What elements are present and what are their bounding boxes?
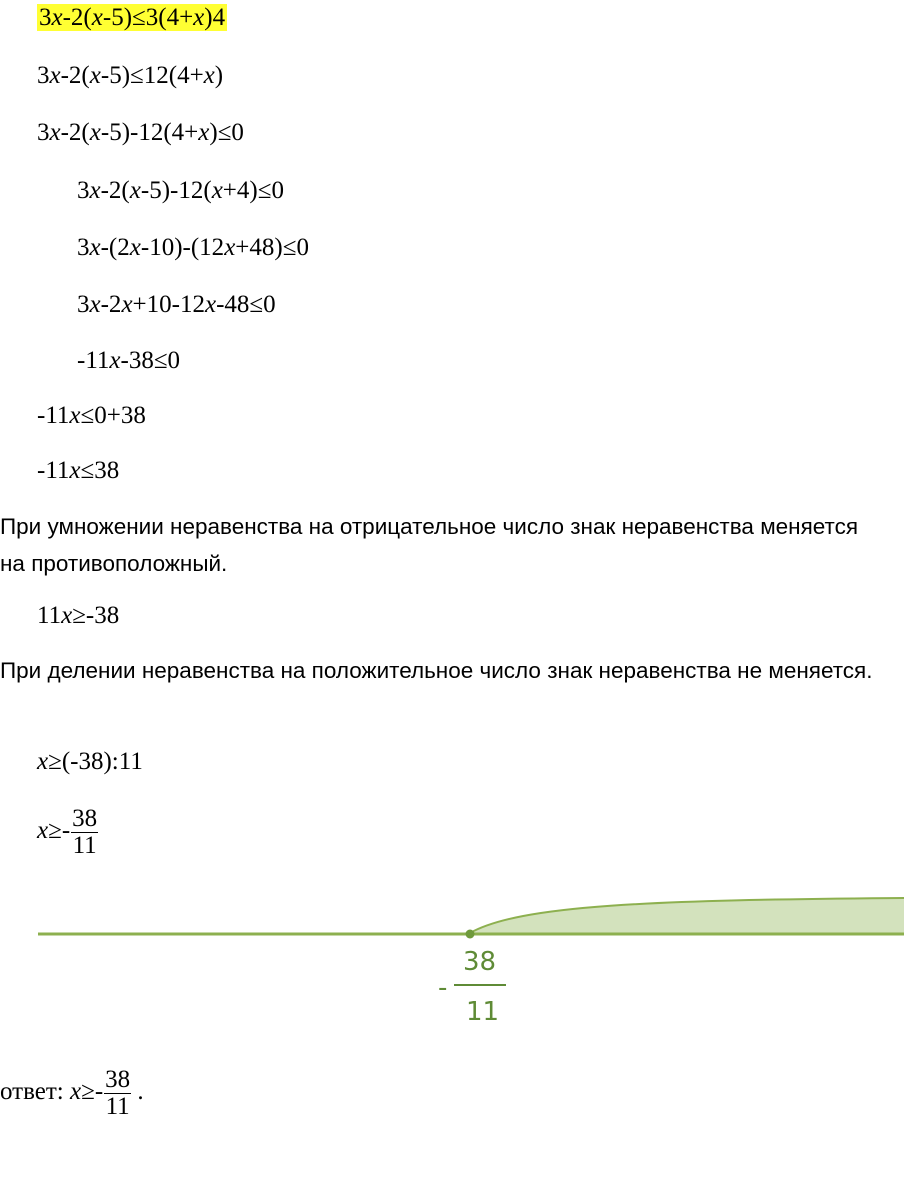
step-2: [37, 61, 223, 91]
term: -2: [100, 291, 122, 318]
term: +48)≤0: [235, 234, 309, 261]
term: -11: [37, 402, 70, 429]
answer-fraction: [104, 1067, 131, 1120]
variable: x: [37, 817, 49, 845]
step-4: [77, 176, 284, 206]
variable: x: [211, 177, 223, 204]
term: -11: [77, 347, 110, 374]
step-3: [37, 118, 244, 148]
variable: x: [129, 177, 141, 204]
term: -(2: [100, 234, 130, 261]
term: 3: [77, 177, 90, 204]
variable: x: [198, 119, 210, 146]
term: ≥(-38):11: [48, 748, 143, 775]
step-9: [37, 456, 119, 486]
term: 3: [37, 62, 50, 89]
variable: x: [49, 119, 61, 146]
step-7: [77, 346, 180, 376]
term: -2(: [60, 62, 90, 89]
answer: [0, 1067, 144, 1120]
fraction-denominator: 11: [105, 1093, 130, 1120]
fraction: [71, 806, 98, 859]
term: ): [214, 62, 224, 89]
variable: x: [89, 119, 101, 146]
term: -5)≤12(4+: [100, 62, 204, 89]
term: 3: [37, 119, 50, 146]
step-8: [37, 401, 146, 431]
term: -2(: [62, 4, 92, 31]
term: )4: [204, 4, 226, 31]
note-multiply: При умножении неравенства на отрицательное число знак неравенства меняется на противоположный.: [0, 514, 859, 576]
boundary-denominator: 11: [466, 997, 500, 1027]
term: -5)-12(: [140, 177, 212, 204]
term: ≤0+38: [80, 402, 146, 429]
term: -5)≤3(4+: [102, 4, 194, 31]
term: ≥-: [81, 1078, 104, 1106]
variable: x: [193, 4, 205, 31]
variable: x: [51, 4, 63, 31]
variable: x: [224, 234, 236, 261]
term: .: [131, 1078, 144, 1106]
variable: x: [129, 234, 141, 261]
note-divide: При делении неравенства на положительное число знак неравенства не меняется.: [0, 658, 873, 683]
variable: x: [89, 62, 101, 89]
variable: x: [203, 62, 215, 89]
variable: x: [89, 177, 101, 204]
variable: x: [69, 1078, 82, 1106]
answer-label: ответ:: [0, 1078, 70, 1106]
term: 3: [39, 4, 52, 31]
term: +4)≤0: [222, 177, 284, 204]
term: +10-12: [132, 291, 205, 318]
term: ≥-38: [72, 602, 120, 629]
term: ≥-: [48, 817, 71, 845]
highlighted-expression: [37, 4, 227, 31]
step-11: [37, 747, 143, 777]
step-12: [37, 806, 98, 859]
variable: x: [69, 457, 81, 484]
term: -38≤0: [120, 347, 181, 374]
boundary-sign: -: [438, 973, 448, 1003]
term: -2(: [100, 177, 130, 204]
variable: x: [37, 748, 49, 775]
fraction-denominator: 11: [72, 832, 97, 859]
step-6: [77, 290, 276, 320]
variable: x: [121, 291, 133, 318]
number-line: [0, 880, 904, 1030]
boundary-point: [466, 930, 475, 939]
variable: x: [69, 402, 81, 429]
variable: x: [89, 291, 101, 318]
term: 11: [37, 602, 62, 629]
term: 3: [77, 291, 90, 318]
term: ≤38: [80, 457, 120, 484]
variable: x: [109, 347, 121, 374]
term: -48≤0: [216, 291, 276, 318]
fraction-numerator: 38: [72, 805, 98, 832]
variable: x: [91, 4, 103, 31]
term: -5)-12(4+: [100, 119, 199, 146]
term: -10)-(12: [140, 234, 225, 261]
term: -11: [37, 457, 70, 484]
boundary-numerator: 38: [463, 947, 497, 977]
term: 3: [77, 234, 90, 261]
variable: x: [49, 62, 61, 89]
variable: x: [61, 602, 73, 629]
solution-region: [470, 898, 904, 933]
step-5: [77, 233, 309, 263]
term: )≤0: [209, 119, 244, 146]
step-1: [37, 3, 227, 33]
variable: x: [89, 234, 101, 261]
fraction-numerator: 38: [105, 1066, 131, 1093]
step-10: [37, 601, 119, 631]
term: -2(: [60, 119, 90, 146]
variable: x: [204, 291, 217, 318]
